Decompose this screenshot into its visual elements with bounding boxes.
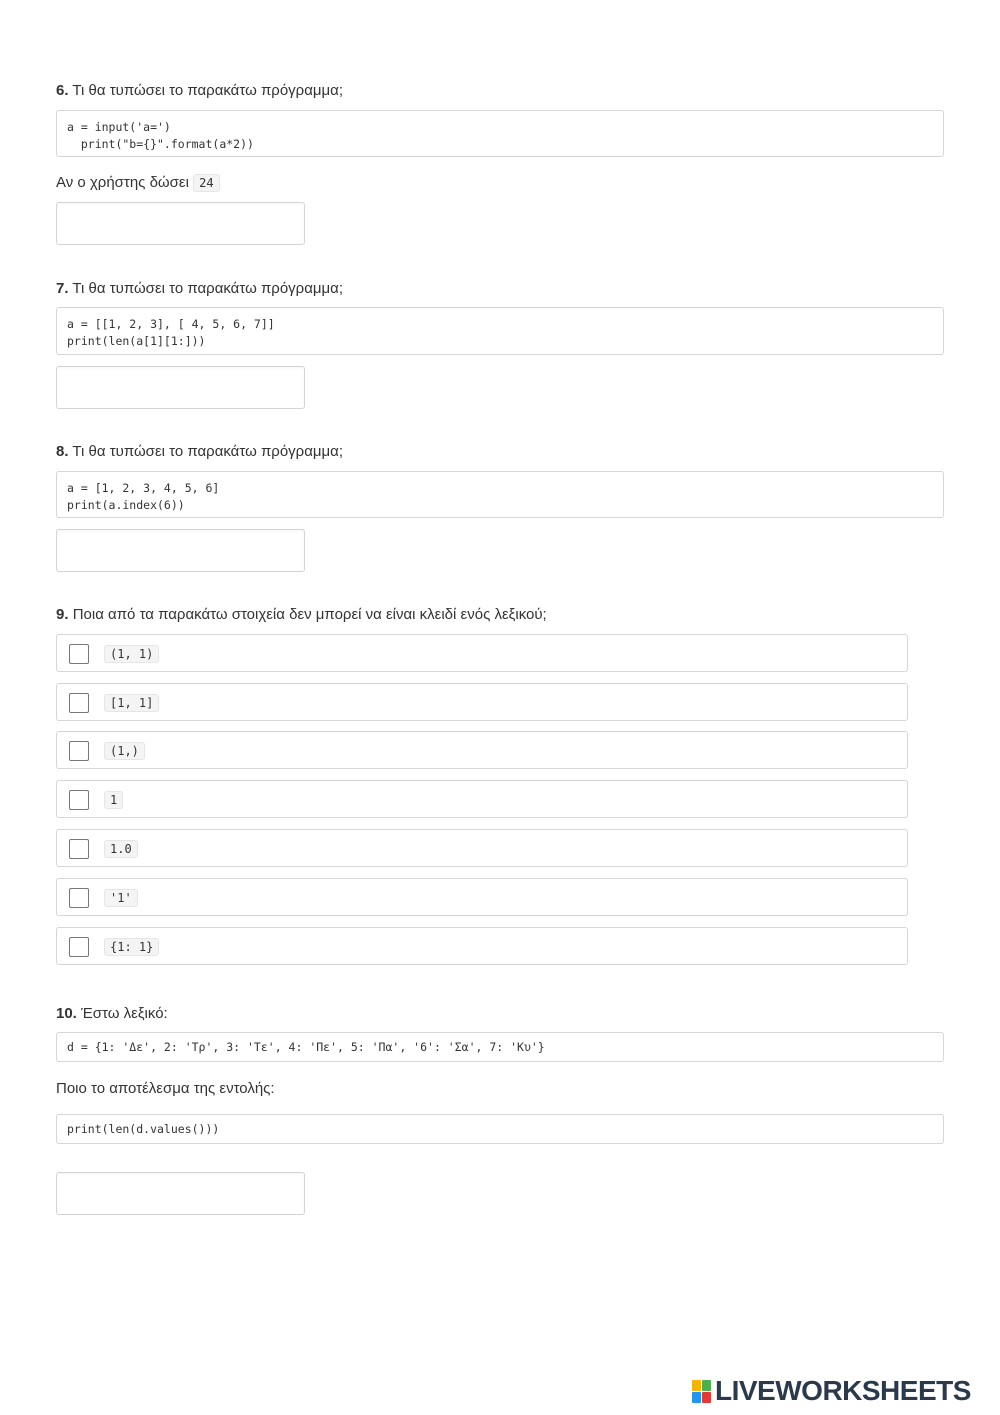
question-9-title — [56, 606, 547, 623]
option-label: (1, 1) — [104, 645, 159, 663]
given-value: 24 — [193, 174, 219, 192]
option-label: {1: 1} — [104, 938, 159, 956]
checkbox[interactable] — [69, 839, 89, 859]
option-2[interactable] — [56, 683, 908, 721]
checkbox[interactable] — [69, 888, 89, 908]
logo-mark-icon — [692, 1379, 712, 1403]
option-6[interactable] — [56, 878, 908, 916]
question-text: Τι θα τυπώσει το παρακάτω πρόγραμμα; — [72, 443, 344, 460]
given-input-line — [56, 174, 220, 192]
question-text: Τι θα τυπώσει το παρακάτω πρόγραμμα; — [72, 82, 344, 99]
question-number: 8. — [56, 443, 69, 460]
code-block-q10-command: print(len(d.values())) — [56, 1114, 944, 1144]
option-4[interactable] — [56, 780, 908, 818]
question-text: Ποια από τα παρακάτω στοιχεία δεν μπορεί να είναι κλειδί ενός λεξικού; — [72, 606, 547, 623]
checkbox[interactable] — [69, 693, 89, 713]
answer-input-q6[interactable] — [56, 202, 305, 245]
code-block-q6: a = input('a=') print("b={}".format(a*2)) — [56, 110, 944, 157]
question-number: 7. — [56, 280, 69, 297]
option-label: 1.0 — [104, 840, 138, 858]
option-label: '1' — [104, 889, 138, 907]
liveworksheets-logo — [692, 1377, 971, 1405]
checkbox[interactable] — [69, 644, 89, 664]
option-5[interactable] — [56, 829, 908, 867]
code-block-q10-dict: d = {1: 'Δε', 2: 'Τρ', 3: 'Τε', 4: 'Πε', 5: 'Πα', '6': 'Σα', 7: 'Κυ'} — [56, 1032, 944, 1062]
question-text: Έστω λεξικό: — [81, 1005, 168, 1022]
question-number: 6. — [56, 82, 69, 99]
option-7[interactable] — [56, 927, 908, 965]
question-10-title — [56, 1005, 168, 1022]
option-3[interactable] — [56, 731, 908, 769]
checkbox[interactable] — [69, 937, 89, 957]
code-block-q8: a = [1, 2, 3, 4, 5, 6] print(a.index(6)) — [56, 471, 944, 518]
question-text: Τι θα τυπώσει το παρακάτω πρόγραμμα; — [72, 280, 344, 297]
question-10-subtext: Ποιο το αποτέλεσμα της εντολής: — [56, 1080, 275, 1097]
answer-input-q7[interactable] — [56, 366, 305, 409]
option-label: 1 — [104, 791, 123, 809]
question-number: 10. — [56, 1005, 77, 1022]
question-number: 9. — [56, 606, 69, 623]
answer-input-q8[interactable] — [56, 529, 305, 572]
question-7-title — [56, 280, 343, 297]
question-6-title — [56, 82, 343, 99]
given-prefix: Αν ο χρήστης δώσει — [56, 174, 189, 191]
checkbox[interactable] — [69, 790, 89, 810]
question-8-title — [56, 443, 343, 460]
option-label: (1,) — [104, 742, 145, 760]
option-1[interactable] — [56, 634, 908, 672]
code-block-q7: a = [[1, 2, 3], [ 4, 5, 6, 7]] print(len(a[1][1:])) — [56, 307, 944, 355]
logo-text: LIVEWORKSHEETS — [715, 1375, 971, 1406]
option-label: [1, 1] — [104, 694, 159, 712]
checkbox[interactable] — [69, 741, 89, 761]
answer-input-q10[interactable] — [56, 1172, 305, 1215]
